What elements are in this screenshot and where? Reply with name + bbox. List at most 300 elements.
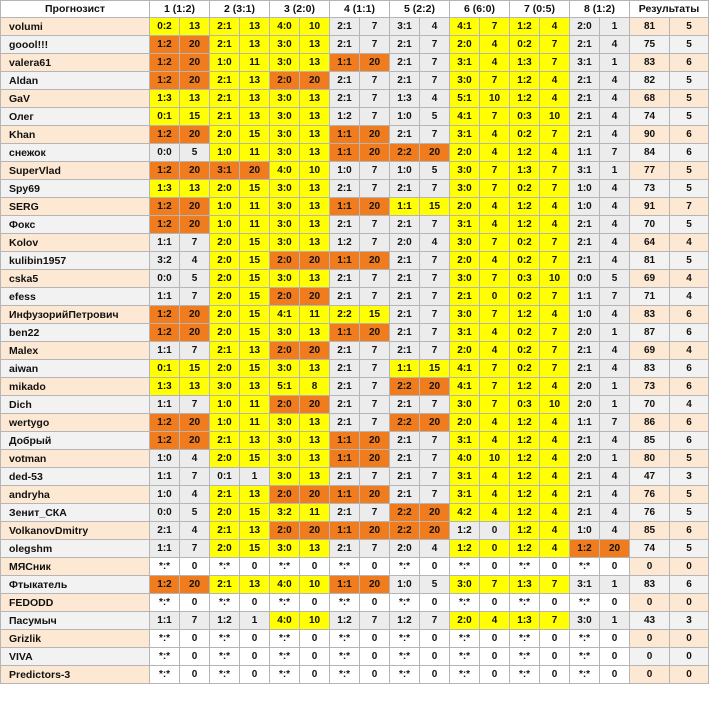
points-cell: 5	[420, 162, 450, 180]
predicted-score: 2:1	[330, 36, 360, 54]
predicted-score: 0:1	[150, 108, 180, 126]
predicted-score: 2:1	[210, 486, 240, 504]
points-cell: 0	[420, 558, 450, 576]
hit-count: 6	[670, 126, 709, 144]
predicted-score: 3:0	[270, 234, 300, 252]
total-points: 0	[630, 648, 670, 666]
forecaster-name: Predictors-3	[1, 666, 150, 684]
predicted-score: *:*	[210, 558, 240, 576]
table-row	[1, 162, 709, 180]
hit-count: 0	[670, 648, 709, 666]
points-cell: 7	[360, 180, 390, 198]
hit-count: 4	[670, 234, 709, 252]
predicted-score: 1:2	[150, 126, 180, 144]
predicted-score: 1:2	[150, 414, 180, 432]
predicted-score: 2:1	[390, 468, 420, 486]
points-cell: 11	[240, 144, 270, 162]
predicted-score: 2:1	[330, 396, 360, 414]
forecaster-name: VolkanovDmitry	[1, 522, 150, 540]
forecaster-name: Фтыкатель	[1, 576, 150, 594]
predicted-score: 2:1	[210, 342, 240, 360]
points-cell: 4	[600, 90, 630, 108]
points-cell: 0	[240, 630, 270, 648]
points-cell: 13	[240, 36, 270, 54]
header-results: Результаты	[630, 1, 709, 18]
forecaster-name: Добрый	[1, 432, 150, 450]
hit-count: 5	[670, 252, 709, 270]
forecaster-name: Зенит_СКА	[1, 504, 150, 522]
predicted-score: 2:1	[570, 486, 600, 504]
forecaster-name: Malex	[1, 342, 150, 360]
hit-count: 5	[670, 90, 709, 108]
hit-count: 3	[670, 612, 709, 630]
predicted-score: 2:0	[570, 450, 600, 468]
forecaster-name: SuperVlad	[1, 162, 150, 180]
predicted-score: *:*	[570, 558, 600, 576]
points-cell: 0	[600, 558, 630, 576]
points-cell: 7	[480, 396, 510, 414]
predicted-score: 2:1	[330, 504, 360, 522]
predicted-score: 3:0	[270, 270, 300, 288]
table-row	[1, 306, 709, 324]
points-cell: 7	[420, 216, 450, 234]
points-cell: 20	[600, 540, 630, 558]
points-cell: 13	[240, 432, 270, 450]
points-cell: 7	[480, 180, 510, 198]
predicted-score: 2:0	[570, 378, 600, 396]
predicted-score: 1:0	[210, 54, 240, 72]
points-cell: 20	[420, 378, 450, 396]
forecaster-name: Aldan	[1, 72, 150, 90]
predicted-score: 1:0	[330, 162, 360, 180]
points-cell: 4	[180, 450, 210, 468]
points-cell: 4	[600, 126, 630, 144]
points-cell: 7	[360, 468, 390, 486]
points-cell: 4	[540, 522, 570, 540]
points-cell: 4	[480, 504, 510, 522]
points-cell: 20	[180, 126, 210, 144]
predicted-score: 3:1	[570, 54, 600, 72]
forecaster-name: kulibin1957	[1, 252, 150, 270]
predicted-score: 3:0	[450, 234, 480, 252]
predicted-score: 1:2	[450, 540, 480, 558]
points-cell: 7	[540, 162, 570, 180]
predicted-score: 0:2	[510, 126, 540, 144]
predicted-score: 2:1	[330, 342, 360, 360]
points-cell: 15	[240, 234, 270, 252]
predicted-score: 0:2	[510, 36, 540, 54]
predicted-score: 2:0	[570, 324, 600, 342]
predicted-score: 3:0	[270, 540, 300, 558]
predicted-score: 4:0	[270, 612, 300, 630]
points-cell: 20	[360, 54, 390, 72]
predicted-score: *:*	[210, 666, 240, 684]
points-cell: 11	[300, 306, 330, 324]
forecaster-name: Grizlik	[1, 630, 150, 648]
points-cell: 4	[600, 72, 630, 90]
points-cell: 0	[300, 558, 330, 576]
points-cell: 4	[600, 234, 630, 252]
predicted-score: 5:1	[270, 378, 300, 396]
points-cell: 0	[420, 666, 450, 684]
predicted-score: 2:1	[450, 288, 480, 306]
points-cell: 13	[300, 270, 330, 288]
hit-count: 6	[670, 432, 709, 450]
predicted-score: 2:1	[330, 378, 360, 396]
predicted-score: 0:3	[510, 396, 540, 414]
points-cell: 20	[180, 54, 210, 72]
points-cell: 15	[240, 360, 270, 378]
predicted-score: 3:0	[450, 270, 480, 288]
points-cell: 15	[420, 360, 450, 378]
table-row	[1, 414, 709, 432]
points-cell: 4	[420, 18, 450, 36]
points-cell: 0	[180, 666, 210, 684]
forecaster-name: VIVA	[1, 648, 150, 666]
table-row	[1, 522, 709, 540]
predicted-score: *:*	[270, 630, 300, 648]
predicted-score: 1:2	[510, 432, 540, 450]
total-points: 81	[630, 18, 670, 36]
points-cell: 4	[540, 18, 570, 36]
points-cell: 0	[600, 594, 630, 612]
predicted-score: 1:1	[330, 198, 360, 216]
hit-count: 6	[670, 576, 709, 594]
points-cell: 20	[180, 198, 210, 216]
points-cell: 11	[240, 414, 270, 432]
points-cell: 20	[360, 324, 390, 342]
predicted-score: 0:3	[510, 270, 540, 288]
predicted-score: 1:1	[330, 522, 360, 540]
predicted-score: 5:1	[450, 90, 480, 108]
header-match-3: 3 (2:0)	[270, 1, 330, 18]
predicted-score: 2:0	[270, 522, 300, 540]
points-cell: 4	[480, 612, 510, 630]
points-cell: 7	[360, 360, 390, 378]
predicted-score: *:*	[330, 648, 360, 666]
points-cell: 4	[600, 36, 630, 54]
points-cell: 15	[240, 540, 270, 558]
predicted-score: 3:0	[450, 396, 480, 414]
predicted-score: 2:0	[570, 18, 600, 36]
points-cell: 4	[480, 252, 510, 270]
predicted-score: *:*	[390, 666, 420, 684]
points-cell: 7	[480, 270, 510, 288]
hit-count: 6	[670, 144, 709, 162]
predicted-score: 3:0	[450, 72, 480, 90]
predicted-score: 1:0	[390, 576, 420, 594]
predicted-score: 2:1	[390, 36, 420, 54]
points-cell: 4	[540, 144, 570, 162]
predicted-score: 2:1	[570, 342, 600, 360]
predicted-score: 1:2	[150, 162, 180, 180]
predicted-score: *:*	[450, 630, 480, 648]
forecaster-name: снежок	[1, 144, 150, 162]
total-points: 0	[630, 666, 670, 684]
points-cell: 7	[480, 306, 510, 324]
points-cell: 7	[540, 360, 570, 378]
points-cell: 13	[300, 540, 330, 558]
predicted-score: 1:0	[390, 162, 420, 180]
points-cell: 20	[360, 144, 390, 162]
predicted-score: *:*	[150, 630, 180, 648]
predicted-score: 2:0	[270, 342, 300, 360]
predicted-score: 3:0	[270, 198, 300, 216]
predicted-score: 2:1	[210, 90, 240, 108]
points-cell: 4	[540, 468, 570, 486]
points-cell: 20	[420, 144, 450, 162]
predicted-score: 2:1	[210, 108, 240, 126]
points-cell: 0	[180, 648, 210, 666]
points-cell: 20	[360, 486, 390, 504]
header-match-2: 2 (3:1)	[210, 1, 270, 18]
points-cell: 7	[420, 486, 450, 504]
points-cell: 8	[300, 378, 330, 396]
predicted-score: 2:0	[210, 126, 240, 144]
predicted-score: *:*	[510, 666, 540, 684]
table-row	[1, 648, 709, 666]
points-cell: 7	[540, 288, 570, 306]
predicted-score: 3:0	[450, 180, 480, 198]
points-cell: 4	[480, 126, 510, 144]
points-cell: 7	[360, 162, 390, 180]
points-cell: 20	[300, 288, 330, 306]
total-points: 47	[630, 468, 670, 486]
predicted-score: 3:1	[450, 432, 480, 450]
predicted-score: *:*	[450, 648, 480, 666]
table-row	[1, 288, 709, 306]
total-points: 73	[630, 180, 670, 198]
predicted-score: *:*	[390, 630, 420, 648]
total-points: 83	[630, 306, 670, 324]
predicted-score: 3:1	[570, 162, 600, 180]
points-cell: 10	[540, 396, 570, 414]
predicted-score: 2:1	[570, 216, 600, 234]
predicted-score: 1:2	[510, 486, 540, 504]
total-points: 84	[630, 144, 670, 162]
points-cell: 7	[540, 54, 570, 72]
predicted-score: 1:3	[150, 180, 180, 198]
predicted-score: 1:0	[570, 198, 600, 216]
predicted-score: 1:2	[150, 72, 180, 90]
predicted-score: 2:0	[210, 270, 240, 288]
predicted-score: 1:1	[330, 486, 360, 504]
predicted-score: *:*	[150, 558, 180, 576]
forecaster-name: efess	[1, 288, 150, 306]
predicted-score: 2:2	[390, 144, 420, 162]
points-cell: 0	[480, 522, 510, 540]
predicted-score: *:*	[270, 666, 300, 684]
points-cell: 7	[540, 324, 570, 342]
points-cell: 4	[540, 216, 570, 234]
predicted-score: 3:0	[450, 306, 480, 324]
points-cell: 4	[600, 432, 630, 450]
table-row	[1, 54, 709, 72]
predicted-score: *:*	[390, 558, 420, 576]
points-cell: 7	[420, 288, 450, 306]
points-cell: 0	[180, 558, 210, 576]
predicted-score: 3:0	[450, 162, 480, 180]
header-match-6: 6 (6:0)	[450, 1, 510, 18]
points-cell: 7	[480, 108, 510, 126]
predicted-score: 0:0	[150, 504, 180, 522]
total-points: 69	[630, 342, 670, 360]
points-cell: 7	[540, 180, 570, 198]
hit-count: 6	[670, 306, 709, 324]
points-cell: 15	[240, 288, 270, 306]
points-cell: 4	[480, 144, 510, 162]
points-cell: 0	[360, 558, 390, 576]
table-row	[1, 234, 709, 252]
predicted-score: 0:2	[510, 324, 540, 342]
points-cell: 15	[180, 108, 210, 126]
predicted-score: 2:1	[390, 486, 420, 504]
table-row	[1, 378, 709, 396]
points-cell: 4	[540, 414, 570, 432]
predicted-score: 2:0	[210, 324, 240, 342]
table-row	[1, 558, 709, 576]
predicted-score: *:*	[270, 648, 300, 666]
points-cell: 0	[480, 540, 510, 558]
predicted-score: 0:2	[510, 360, 540, 378]
predicted-score: 1:1	[150, 612, 180, 630]
predicted-score: 2:1	[210, 36, 240, 54]
points-cell: 0	[240, 558, 270, 576]
points-cell: 0	[300, 666, 330, 684]
predicted-score: 2:0	[270, 252, 300, 270]
points-cell: 7	[360, 288, 390, 306]
table-row	[1, 270, 709, 288]
points-cell: 4	[480, 54, 510, 72]
predicted-score: *:*	[210, 630, 240, 648]
points-cell: 13	[300, 414, 330, 432]
predicted-score: 1:2	[510, 306, 540, 324]
points-cell: 7	[600, 414, 630, 432]
points-cell: 0	[180, 594, 210, 612]
points-cell: 20	[420, 522, 450, 540]
hit-count: 4	[670, 396, 709, 414]
points-cell: 4	[540, 378, 570, 396]
points-cell: 0	[360, 648, 390, 666]
forecaster-name: ded-53	[1, 468, 150, 486]
points-cell: 4	[480, 342, 510, 360]
points-cell: 20	[180, 576, 210, 594]
points-cell: 13	[300, 180, 330, 198]
points-cell: 0	[240, 666, 270, 684]
predicted-score: 4:1	[270, 306, 300, 324]
points-cell: 5	[420, 108, 450, 126]
points-cell: 7	[480, 360, 510, 378]
points-cell: 20	[300, 522, 330, 540]
predicted-score: *:*	[390, 594, 420, 612]
points-cell: 7	[360, 36, 390, 54]
predicted-score: 2:1	[570, 432, 600, 450]
points-cell: 7	[540, 234, 570, 252]
predicted-score: 1:3	[510, 162, 540, 180]
points-cell: 0	[480, 648, 510, 666]
forecaster-name: andryha	[1, 486, 150, 504]
points-cell: 7	[420, 342, 450, 360]
points-cell: 7	[420, 72, 450, 90]
total-points: 70	[630, 396, 670, 414]
predicted-score: 3:0	[270, 360, 300, 378]
predicted-score: *:*	[330, 558, 360, 576]
total-points: 90	[630, 126, 670, 144]
points-cell: 7	[360, 234, 390, 252]
predicted-score: 3:2	[150, 252, 180, 270]
total-points: 87	[630, 324, 670, 342]
predicted-score: *:*	[570, 666, 600, 684]
predicted-score: 2:1	[390, 450, 420, 468]
predicted-score: 1:0	[210, 144, 240, 162]
predicted-score: 0:1	[210, 468, 240, 486]
points-cell: 0	[300, 594, 330, 612]
predicted-score: 4:2	[450, 504, 480, 522]
total-points: 83	[630, 360, 670, 378]
predicted-score: 1:1	[570, 414, 600, 432]
predicted-score: 1:2	[330, 612, 360, 630]
points-cell: 13	[300, 468, 330, 486]
points-cell: 15	[240, 180, 270, 198]
points-cell: 7	[480, 378, 510, 396]
table-row	[1, 396, 709, 414]
predicted-score: 1:1	[390, 198, 420, 216]
points-cell: 7	[180, 468, 210, 486]
header-match-8: 8 (1:2)	[570, 1, 630, 18]
points-cell: 7	[180, 288, 210, 306]
points-cell: 15	[180, 360, 210, 378]
predicted-score: *:*	[270, 594, 300, 612]
predicted-score: 0:2	[150, 18, 180, 36]
points-cell: 4	[180, 486, 210, 504]
points-cell: 11	[240, 396, 270, 414]
total-points: 82	[630, 72, 670, 90]
forecaster-name: ИнфузорийПетрович	[1, 306, 150, 324]
points-cell: 10	[300, 162, 330, 180]
points-cell: 7	[360, 216, 390, 234]
predicted-score: 2:0	[390, 540, 420, 558]
points-cell: 0	[300, 630, 330, 648]
predicted-score: *:*	[210, 648, 240, 666]
predicted-score: 2:1	[390, 432, 420, 450]
points-cell: 7	[540, 126, 570, 144]
points-cell: 7	[360, 270, 390, 288]
points-cell: 4	[600, 252, 630, 270]
table-row	[1, 360, 709, 378]
points-cell: 13	[240, 18, 270, 36]
points-cell: 15	[360, 306, 390, 324]
table-row	[1, 630, 709, 648]
hit-count: 5	[670, 540, 709, 558]
points-cell: 13	[300, 216, 330, 234]
points-cell: 4	[480, 486, 510, 504]
predicted-score: 2:1	[390, 324, 420, 342]
table-row	[1, 486, 709, 504]
hit-count: 6	[670, 378, 709, 396]
total-points: 85	[630, 432, 670, 450]
predicted-score: 1:2	[510, 450, 540, 468]
points-cell: 4	[540, 450, 570, 468]
points-cell: 10	[480, 450, 510, 468]
points-cell: 7	[360, 540, 390, 558]
predicted-score: *:*	[330, 630, 360, 648]
predicted-score: 1:1	[150, 396, 180, 414]
points-cell: 13	[180, 378, 210, 396]
points-cell: 0	[300, 648, 330, 666]
points-cell: 20	[180, 72, 210, 90]
points-cell: 20	[300, 72, 330, 90]
predicted-score: 1:0	[390, 108, 420, 126]
